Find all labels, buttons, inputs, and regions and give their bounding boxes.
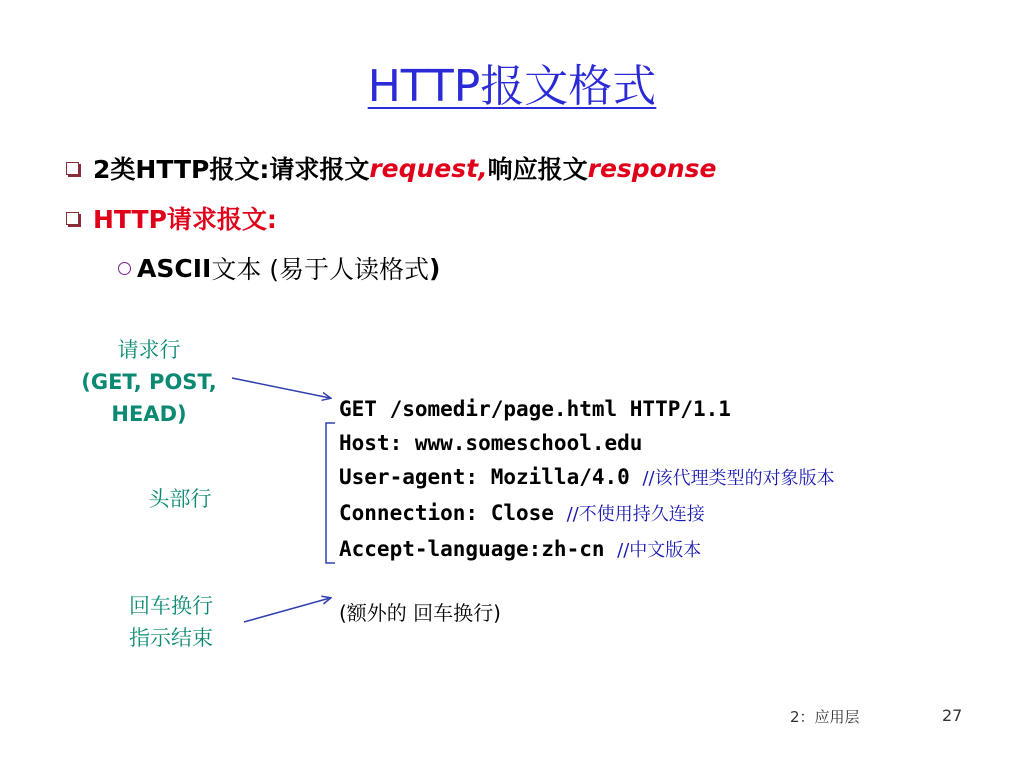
bullet-text: 2类HTTP报文:请求报文 [93,155,370,184]
arrow-request-line [232,378,330,398]
sub-bullet-readable: 易于人读格式 [279,255,430,284]
header-bracket [326,423,335,563]
header-connection-comment: //不使用持久连接 [566,504,705,525]
label-request-line-methods-2: HEAD) [111,402,187,426]
sub-bullet-text: 文本 ( [211,255,280,284]
sub-bullet-close-paren: ) [429,253,441,283]
label-end-line-1: 回车换行 [129,594,213,618]
footer-chapter: 2：应用层 [790,708,860,726]
header-user-agent-comment: //该代理类型的对象版本 [642,468,835,489]
label-request-line-methods-1: (GET, POST, [81,370,217,394]
bullet-em-request: request, [369,153,488,183]
arrow-end-marker [244,598,330,622]
bullet-text: HTTP请求报文: [93,205,277,234]
bullet-em-response: response [587,153,717,183]
extra-crlf-note: (额外的 回车换行) [339,601,501,625]
bullet-text-response-cn: 响应报文 [487,155,588,184]
label-request-line-cn: 请求行 [117,338,181,362]
label-end-line-2: 指示结束 [129,626,213,650]
header-user-agent-text: User-agent: Mozilla/4.0 [339,465,643,489]
sub-bullet-ascii-word: ASCII [137,253,212,283]
slide-title: HTTP报文格式 [367,61,657,112]
label-header-lines: 头部行 [148,487,212,511]
header-connection-text: Connection: Close [339,501,567,525]
footer-page-number: 27 [942,706,963,725]
header-host: Host: www.someschool.edu [339,431,643,455]
header-accept-language-comment: //中文版本 [617,540,702,561]
header-accept-language-text: Accept-language:zh-cn [339,537,618,561]
request-line: GET /somedir/page.html HTTP/1.1 [339,397,731,421]
